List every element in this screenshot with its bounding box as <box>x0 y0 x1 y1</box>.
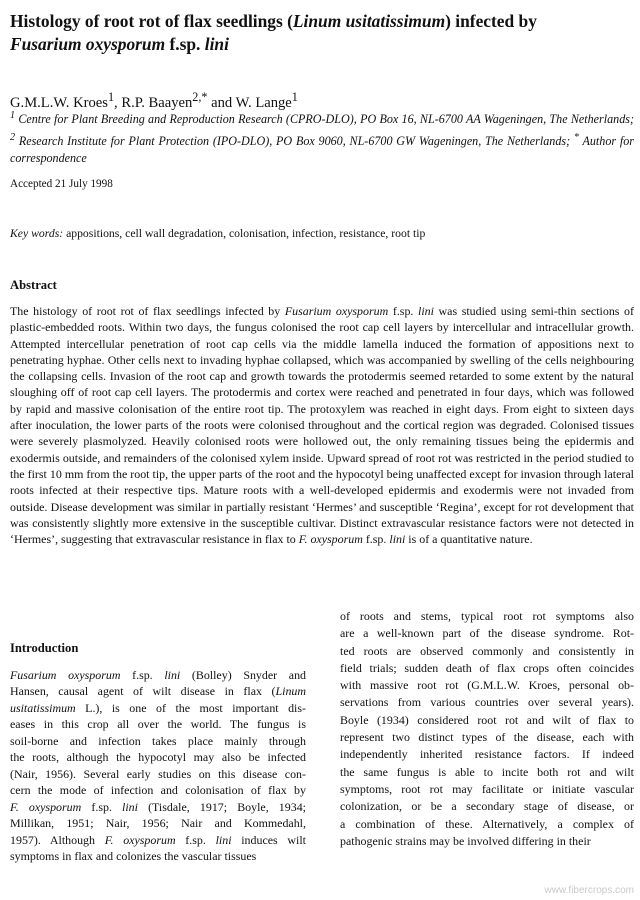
text-line: a combination of these. Alternatively, a complex of <box>340 816 634 831</box>
watermark-text: www.fibercrops.com <box>544 885 634 896</box>
text-line: 1957). Although F. oxysporum f.sp. lini induces wilt <box>10 832 306 847</box>
introduction-heading: Introduction <box>10 641 79 655</box>
paper-title: Histology of root rot of flax seedlings (Linum usitatissimum) infected by Fusarium oxysporum f.sp. lini <box>10 11 537 54</box>
text-line: symptoms in flax and colonizes the vascular tissues <box>10 848 257 863</box>
affiliations: $^1$ Centre for Plant Breeding and Reproduction Research (CPRO-DLO), PO Box 16, NL-6700 AA Wageningen, The Netherlands; $^2$ Research Institute for Plant Protection (IPO-DLO), PO Box 9060, NL-6700 GW Wageningen, The Netherlands; * Author for correspondence <box>10 110 634 166</box>
abstract-heading: Abstract <box>10 278 57 292</box>
text-line: F. oxysporum f.sp. lini (Tisdale, 1917; Boyle, 1934; <box>10 799 306 814</box>
text-line: the same fungus is able to incite both rot and wilt <box>340 764 634 779</box>
author-name: G.M.L.W. Kroes <box>10 94 108 111</box>
text-line: eases in this crop all over the world. The fungus is <box>10 717 306 732</box>
abstract-text: The histology of root rot of flax seedlings infected by Fusarium oxysporum f.sp. lini was studied using semi-thin sections of plastic-embedded roots. Within two days, the fungus colonised the root cap cell layers by intercellular and intracellular growth. Attempted intercellular penetration of root cap cells via the middle lamella induced the formation of appositions next to penetrating hyphae. Other cells next to invading hyphae collapsed, which was accompanied by swelling of the cells neighbouring the collapsing cells. Invasion of the root cap and growth towards the protodermis seemed retarded to some extent by the natural sloughing off of root cap cell layers. The protodermis and cortex were reached and penetrated in four days, which was followed by rapid and massive colonisation of the entire root tip. The protoxylem was reached in eight days. From eight to sixteen days after inoculation, the lower parts of the roots were colonised throughout and the cortical region was degraded. Colonised tissues were severely plasmolyzed. Heavily colonised roots were hollowed out, the only remaining tissues being the epidermis and exodermis outside, and remainders of the colonised xylem inside. Upward spread of root rot was restricted in the period studied to the first 10 mm from the root tip, the upper parts of the root and the hypocotyl being unaffected except for invasion through lateral roots infected at their respective tips. Mature roots with a well-developed epidermis and exodermis were not invaded from outside. Disease development was similar in partially resistant ‘Hermes’ and susceptible ‘Regina’, except for rot development that was consistently slightly more extensive in the susceptible cultivar. Distinct extravascular resistance factors were not detected in ‘Hermes’, suggesting that extravascular resistance in flax to F. oxysporum f.sp. lini is of a quantitative nature. <box>10 304 634 547</box>
accepted-date: Accepted 21 July 1998 <box>10 178 113 190</box>
text-line: colonization, or be a secondary stage of disease, or <box>340 799 634 814</box>
text-line: symptoms, root rot may facilitate or initiate vascular <box>340 781 634 796</box>
text-line: ted roots are observed commonly and consistently in <box>340 643 634 658</box>
keywords: Key words: appositions, cell wall degradation, colonisation, infection, resistance, root tip <box>10 227 426 240</box>
author-name: W. Lange <box>235 94 292 111</box>
text-line: with massive root rot (G.M.L.W. Kroes, personal ob- <box>340 678 634 693</box>
text-line: Boyle (1934) considered root rot and wilt of flax to <box>340 712 634 727</box>
text-line: (Nair, 1956). Several early studies on this disease con- <box>10 766 306 781</box>
text-line: usitatissimum L.), is one of the most important dis- <box>10 700 306 715</box>
text-line: independently inherited resistance factors. If indeed <box>340 747 634 762</box>
text-line: the roots, although the hypocotyl may also be infected <box>10 750 306 765</box>
introduction-left-column <box>10 667 306 864</box>
text-line: of roots and stems, typical root rot symptoms also <box>340 609 634 623</box>
text-line: pathogenic strains may be involved differing in their <box>340 833 591 848</box>
text-line: Fusarium oxysporum f.sp. lini (Bolley) Snyder and <box>10 668 306 682</box>
author-name: R.P. Baayen <box>121 94 193 111</box>
text-line: field trials; sudden death of flax crops often coincides <box>340 660 634 675</box>
text-line: represent two distinct types of the disease, each with <box>340 730 634 745</box>
author-list: G.M.L.W. Kroes$^1$, R.P. Baayen$^{2,*}$ and W. Lange$^1$ <box>10 90 298 111</box>
text-line: Hansen, causal agent of wilt disease in flax (Linum <box>10 684 306 699</box>
text-line: are a well-known part of the disease syndrome. Rot- <box>340 626 634 641</box>
text-line: servations from various countries over several years). <box>340 695 634 710</box>
text-line: soil-borne and infection takes place mainly through <box>10 733 306 748</box>
text-line: Millikan, 1951; Nair, 1956; Nair and Kommedahl, <box>10 816 306 831</box>
keywords-label: Key words: <box>10 227 64 240</box>
text-line: cern the mode of infection and colonisation of flax by <box>10 783 306 798</box>
introduction-right-column <box>340 608 634 850</box>
